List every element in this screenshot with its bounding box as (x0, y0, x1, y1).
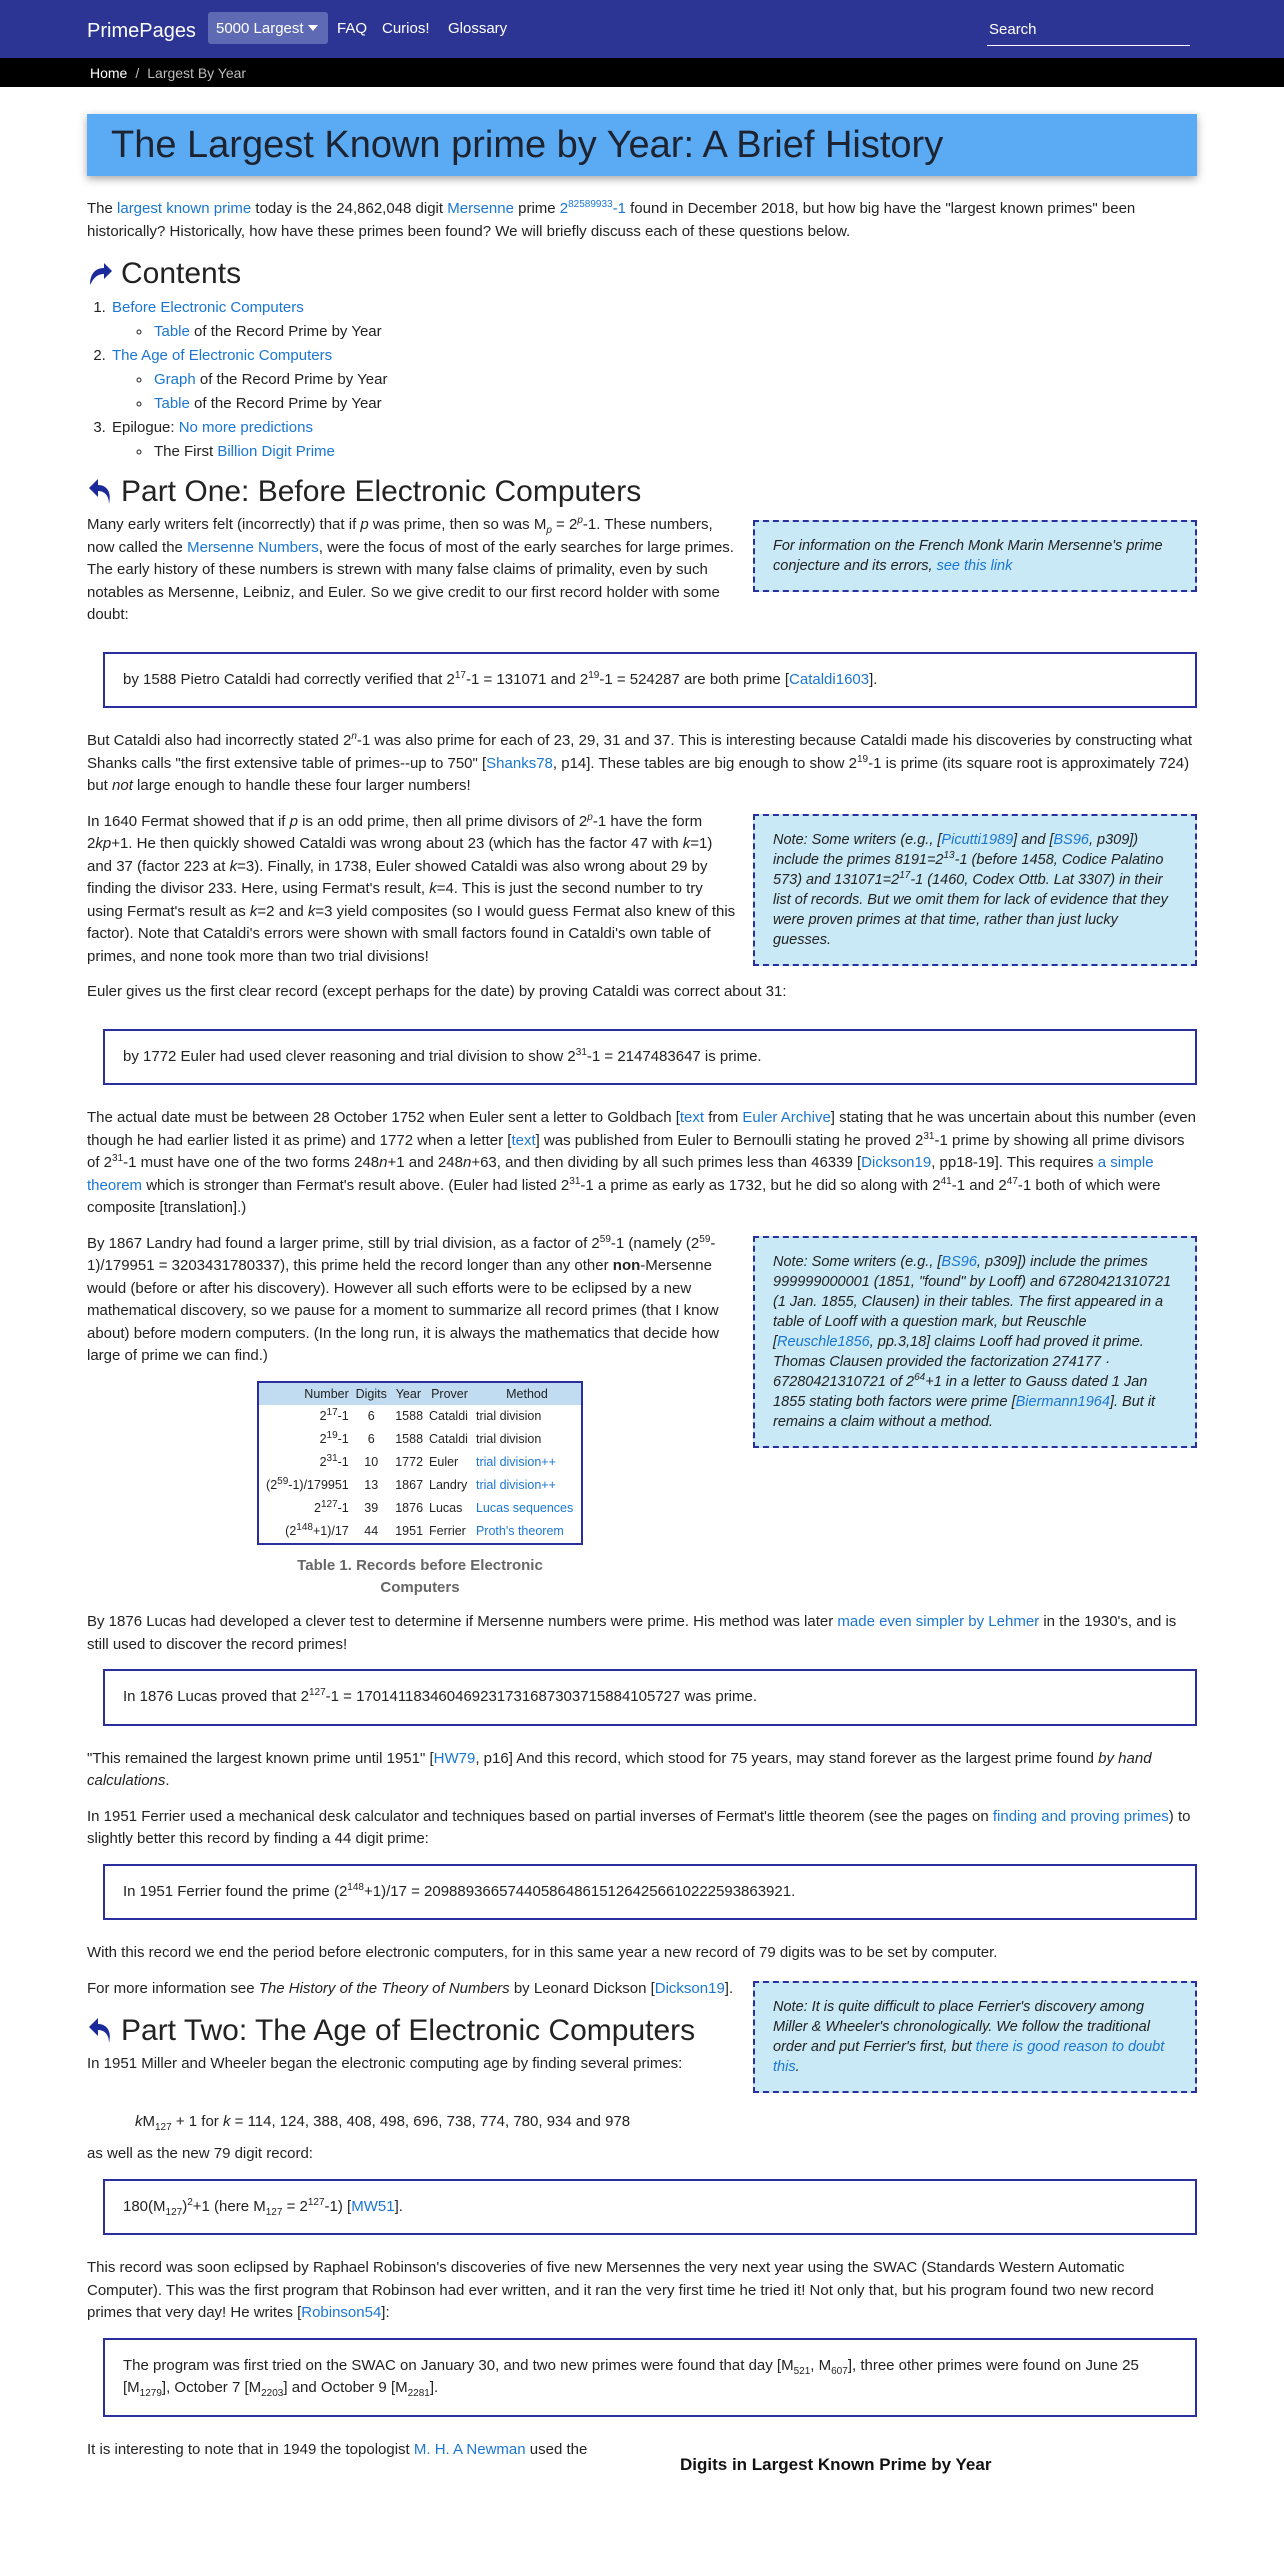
ref-cataldi1603[interactable]: Cataldi1603 (789, 670, 870, 688)
link-record-prime[interactable]: $2^{82589933}-1$ (559, 199, 626, 217)
table-row (258, 1405, 582, 1428)
paragraph: With this record we end the period before electronic computers, for in this same year a new record of 79 digits was to be set by computer. (87, 1944, 998, 1962)
cell-prover: Ferrier (429, 1524, 466, 1539)
table-header-row (258, 1382, 582, 1406)
record-box-cataldi: by 1588 Pietro Cataldi had correctly verified that $2^{17}-1 = 131071$ and $2^{19}-1 = 524287$ are both prime [Cataldi1603]. (103, 652, 1197, 709)
table-row (258, 1451, 582, 1474)
cell-prover: Cataldi (429, 1409, 468, 1424)
cell-year: 1772 (395, 1455, 424, 1470)
cell-prover: Euler (429, 1455, 459, 1470)
ref-reuschle1856[interactable]: Reuschle1856 (777, 1333, 870, 1350)
paragraph: as well as the new 79 digit record: (87, 2145, 313, 2163)
method-link[interactable]: trial division++ (475, 1455, 556, 1470)
table-row (258, 1520, 582, 1544)
toc-subitem: ◦ Table of the Record Prime by Year (152, 320, 1197, 344)
paragraph: Many early writers felt (incorrectly) that if p was prime, then so was $M_p = 2^p-1$. These numbers, now called the Mersenne Numbers, were the focus of most of the early searches for large primes. The early history of these numbers is strewn with many false claims of primality, even by such notables as Mersenne, Leibniz, and Euler. So we give credit to our first record holder with some doubt: (87, 515, 734, 623)
ref-mw51[interactable]: MW51 (351, 2197, 395, 2215)
cell-prover: Landry (429, 1478, 468, 1493)
cell-number: $(2^{148}+1)/17$ (285, 1522, 349, 1539)
breadcrumb-home[interactable]: Home (90, 65, 128, 81)
ref-picutti1989[interactable]: Picutti1989 (941, 831, 1014, 848)
toc-link-electronic-age[interactable]: The Age of Electronic Computers (112, 347, 333, 364)
cell-digits: 6 (367, 1409, 375, 1424)
up-arrow-icon (87, 479, 113, 505)
ref-hw79[interactable]: HW79 (433, 1749, 476, 1767)
link-euler-archive[interactable]: Euler Archive (742, 1109, 831, 1126)
brand-link[interactable]: PrimePages (87, 20, 196, 42)
table-caption: Table 1. Records before Electronic Computers (297, 1557, 543, 1597)
col-digits: Digits (352, 1382, 391, 1406)
record-box-robinson: The program was first tried on the SWAC on January 30, and two new primes were found that day [$M_{521}$, $M_{607}$], three other primes were found on June 25 $[M_{1279}]$, October 7 $[M_{2203}]$ and October 9 $[M_{2281}]$. (103, 2338, 1197, 2417)
record-box-lucas: In 1876 Lucas proved that $2^{127}-1 = 170141183460469231731687303715884105727$ was prime. (103, 1669, 1197, 1726)
ref-robinson54[interactable]: Robinson54 (301, 2304, 382, 2322)
paragraph: But Cataldi also had incorrectly stated 2$^n$-1 was also prime for each of 23, 29, 31 and 37. This is interesting because Cataldi made his discoveries by constructing what Shanks calls "the first extensive table of primes--up to 750" [Shanks78, p14]. These tables are big enough to show $2^{19}-1$ is prime (its square root is approximately 724) but not large enough to handle these four larger numbers! (87, 731, 1193, 794)
intro-paragraph: The largest known prime today is the 24,862,048 digit Mersenne prime $2^{82589933}-1$ found in December 2018, but how big have the "largest known primes" been historically? Historically, how have these primes been found? We will briefly discuss each of these questions below. (87, 199, 1136, 240)
cell-year: 1951 (395, 1524, 424, 1539)
paragraph: It is interesting to note that in 1949 the topologist M. H. A Newman used the (87, 2440, 588, 2458)
cell-method: trial division (475, 1409, 542, 1424)
cell-number: $(2^{59}-1)/179951$ (266, 1476, 349, 1493)
page-title: The Largest Known prime by Year: A Brief History (111, 124, 944, 166)
chevron-down-icon (308, 25, 318, 31)
ref-dickson19-2[interactable]: Dickson19 (654, 1979, 725, 1997)
record-box-ferrier: In 1951 Ferrier found the prime $(2^{148}+1)/17 = 20988936657440586486151264256610222593863921$. (103, 1864, 1197, 1921)
link-finding-proving-primes[interactable]: finding and proving primes (992, 1807, 1169, 1825)
ref-shanks78[interactable]: Shanks78 (486, 754, 553, 772)
cell-number: $2^{31}-1$ (319, 1453, 349, 1470)
ref-bs96-2[interactable]: BS96 (941, 1253, 977, 1270)
chart-title: Digits in Largest Known Prime by Year (680, 2455, 992, 2474)
cell-method (473, 1474, 582, 1497)
nav-link-glossary[interactable]: Glossary (448, 20, 508, 37)
link-mersenne[interactable]: Mersenne (447, 200, 514, 217)
nav-dropdown-label: 5000 Largest (216, 20, 304, 37)
cell-year: 1876 (395, 1501, 424, 1516)
note-mersenne-conjecture: For information on the French Monk Marin Mersenne's prime conjecture and its errors, see this link (753, 520, 1197, 592)
col-method: Method (473, 1382, 582, 1406)
part-one-heading: Part One: Before Electronic Computers (87, 474, 1197, 510)
link-lehmer[interactable]: made even simpler by Lehmer (837, 1613, 1040, 1631)
toc-link-table-2[interactable]: Table (154, 395, 190, 412)
cell-method (473, 1497, 582, 1520)
nav-link-faq[interactable]: FAQ (337, 20, 368, 37)
toc-subitem: ◦ Table of the Record Prime by Year (152, 392, 1197, 416)
cell-method: trial division (475, 1432, 542, 1447)
cell-prover: Lucas (429, 1501, 463, 1516)
ref-biermann1964[interactable]: Biermann1964 (1015, 1393, 1110, 1410)
table-row (258, 1428, 582, 1451)
part-two-heading: Part Two: The Age of Electronic Computers (87, 2013, 737, 2049)
col-number: Number (258, 1382, 352, 1406)
col-prover: Prover (426, 1382, 473, 1406)
cell-digits: 13 (364, 1478, 379, 1493)
paragraph: In 1951 Ferrier used a mechanical desk calculator and techniques based on partial inverses of Fermat's little theorem (see the pages on finding and proving primes) to slightly better this record by finding a 44 digit prime: (87, 1807, 1191, 1848)
link-newman[interactable]: M. H. A Newman (413, 2440, 526, 2458)
ref-dickson19[interactable]: Dickson19 (861, 1154, 932, 1171)
link-text-bernoulli[interactable]: text (511, 1131, 536, 1149)
note-picutti: Note: Some writers (e.g., [Picutti1989] and [BS96, p309]) include the primes $8191=2^{13}-1$ (before 1458, Codice Palatino 573) and $131071=2^{17}-1$ (1460, Codex Ottb. Lat 3307) in their list of records. But we omit them for lack of evidence that they were proven primes at that time, rather than just lucky guesses. (753, 814, 1197, 966)
cell-digits: 10 (364, 1455, 379, 1470)
formula-line: $kM_{127} + 1$ for k = 114, 124, 388, 408, 498, 696, 738, 774, 780, 934 and 978 (135, 2112, 631, 2133)
link-simple-theorem[interactable]: a simple theorem (87, 1154, 1154, 1194)
link-text-goldbach[interactable]: text (679, 1109, 705, 1126)
col-year: Year (391, 1382, 426, 1406)
cell-prover: Cataldi (429, 1432, 468, 1447)
paragraph: For more information see The History of the Theory of Numbers by Leonard Dickson [Dickson19]. (87, 1979, 734, 1997)
toc-item (110, 296, 1197, 344)
nav-dropdown-5000-largest[interactable] (208, 12, 328, 44)
cell-method (473, 1451, 582, 1474)
method-link[interactable]: trial division++ (475, 1478, 556, 1493)
link-largest-known-prime[interactable]: largest known prime (117, 200, 252, 217)
paragraph: In 1640 Fermat showed that if p is an odd prime, then all prime divisors of 2$^p$-1 have the form 2kp+1. He then quickly showed Cataldi was wrong about 23 (which has the factor 47 with k=1) and 37 (factor 223 at k=3). Finally, in 1738, Euler showed Cataldi was also wrong about 29 by finding the divisor 233. Here, using Fermat's result, k=4. This is just the second number to try using Fermat's result as k=2 and k=3 yield composites (so I would guess Fermat also knew of this factor). Note that Cataldi's errors were shown with small factors found in Cataldi's own table of primes, and none took more than two trial divisions! (87, 811, 736, 965)
cell-year: 1588 (395, 1409, 424, 1424)
cell-digits: 44 (364, 1524, 379, 1539)
method-link[interactable]: Proth's theorem (475, 1524, 564, 1539)
paragraph: "This remained the largest known prime until 1951" [HW79, p16] And this record, which stood for 75 years, may stand forever as the largest prime found by hand calculations. (87, 1749, 1152, 1790)
toc-item: 3. Epilogue: No more predictions ◦ The First Billion Digit Prime (110, 416, 1197, 464)
record-box-miller-wheeler: $180(M_{127})^2+1$ (here $M_{127} = 2^{127}-1$) [MW51]. (103, 2179, 1197, 2236)
toc-link-graph[interactable]: Graph (154, 371, 196, 388)
breadcrumb-current: Largest By Year (147, 65, 247, 81)
records-table (257, 1381, 583, 1546)
method-link[interactable]: Lucas sequences (475, 1501, 574, 1516)
cell-year: 1588 (395, 1432, 424, 1447)
toc-link-no-more-predictions[interactable]: No more predictions (178, 419, 313, 436)
contents-heading: Contents (87, 256, 1197, 292)
table-of-contents (110, 296, 1197, 464)
breadcrumb (0, 58, 1284, 87)
up-arrow-icon (87, 2018, 113, 2044)
search-input[interactable] (987, 14, 1190, 46)
link-see-this[interactable]: see this link (936, 558, 1013, 574)
link-good-reason[interactable]: there is good reason to doubt this (773, 2038, 1165, 2075)
link-mersenne-numbers[interactable]: Mersenne Numbers (187, 538, 319, 556)
paragraph: By 1876 Lucas had developed a clever test to determine if Mersenne numbers were prime. His method was later made even simpler by Lehmer in the 1930's, and is still used to discover the record primes! (87, 1613, 1177, 1653)
toc-link-billion-digit[interactable]: Billion Digit Prime (217, 443, 335, 460)
toc-item (110, 344, 1197, 416)
paragraph: By 1867 Landry had found a larger prime, still by trial division, as a factor of $2^{59}-1$ (namely $(2^{59}-1)/179951 = 3203431780337$), this prime held the record longer than any other non-Mersenne would (before or after his discovery). However all such efforts were to be eclipsed by a new mathematical discovery, so we pause for a moment to summarize all record primes (that I know about) before modern computers. (In the long run, it is always the mathematics that decide how large of prime we can find.) (87, 1233, 719, 1364)
paragraph: Euler gives us the first clear record (except perhaps for the date) by proving Cataldi was correct about 31: (87, 983, 787, 1000)
table-row (258, 1474, 582, 1497)
cell-number: $2^{127}-1$ (314, 1499, 349, 1516)
note-ferrier-order: Note: It is quite difficult to place Ferrier's discovery among Miller & Wheeler's chronologically. We follow the traditional order and put Ferrier's first, but there is good reason to doubt this. (753, 1981, 1197, 2093)
records-table-wrapper (257, 1381, 597, 1600)
note-looff-clausen: Note: Some writers (e.g., [BS96, p309]) include the primes 999999000001 (1851, "found" by Looff) and 67280421310721 (1 Jan. 1855, Clausen) in their tables. The first appeared in a table of Looff with a question mark, but Reuschle [Reuschle1856, pp.3,18] claims Looff had proved it prime. Thomas Clausen provided the factorization 274177 · 67280421310721 of $2^{64}+1$ in a letter to Gauss dated 1 Jan 1855 stating both factors were prime [Biermann1964]. But it remains a claim without a method. (753, 1236, 1197, 1448)
curved-arrow-icon (87, 261, 113, 287)
ref-bs96[interactable]: BS96 (1053, 831, 1089, 848)
toc-link-table-1[interactable]: Table (154, 323, 190, 340)
paragraph: This record was soon eclipsed by Raphael Robinson's discoveries of five new Mersennes the very next year using the SWAC (Standards Western Automatic Computer). This was the first program that Robinson had ever written, and it ran the very first time he tried it! Not only that, but his program found two new record primes that very day! He writes [Robinson54]: (87, 2259, 1154, 2322)
toc-subitem: ◦ The First Billion Digit Prime (152, 440, 1197, 464)
cell-year: 1867 (395, 1478, 424, 1493)
top-navbar (0, 0, 1284, 58)
cell-digits: 6 (367, 1432, 375, 1447)
nav-link-curios[interactable]: Curios! (382, 20, 430, 37)
table-row (258, 1497, 582, 1520)
cell-method (473, 1520, 582, 1544)
breadcrumb-separator: / (135, 65, 140, 81)
main-content (87, 87, 1197, 2474)
paragraph: In 1951 Miller and Wheeler began the electronic computing age by finding several primes: (87, 2055, 683, 2073)
toc-subitem: ◦ Graph of the Record Prime by Year (152, 368, 1197, 392)
cell-number: $2^{19}-1$ (319, 1430, 349, 1447)
cell-digits: 39 (364, 1501, 379, 1516)
cell-number: $2^{17}-1$ (319, 1407, 349, 1424)
title-box (87, 114, 1197, 176)
toc-link-before-computers[interactable]: Before Electronic Computers (112, 299, 304, 316)
record-box-euler: by 1772 Euler had used clever reasoning and trial division to show $2^{31}-1 = 2147483647$ is prime. (103, 1029, 1197, 1086)
paragraph: The actual date must be between 28 October 1752 when Euler sent a letter to Goldbach [text from Euler Archive] stating that he was uncertain about this number (even though he had earlier listed it as prime) and 1772 when a letter [text] was published from Euler to Bernoulli stating he proved $2^{31}-1$ prime by showing all prime divisors of $2^{31}-1$ must have one of the two forms 248n+1 and 248n+63, and then dividing by all such primes less than 46339 [Dickson19, pp18-19]. This requires a simple theorem which is stronger than Fermat's result above. (Euler had listed $2^{31}-1$ a prime as early as 1732, but he did so along with $2^{41}-1$ and $2^{47}-1$ both of which were composite [translation].) (87, 1109, 1196, 1216)
